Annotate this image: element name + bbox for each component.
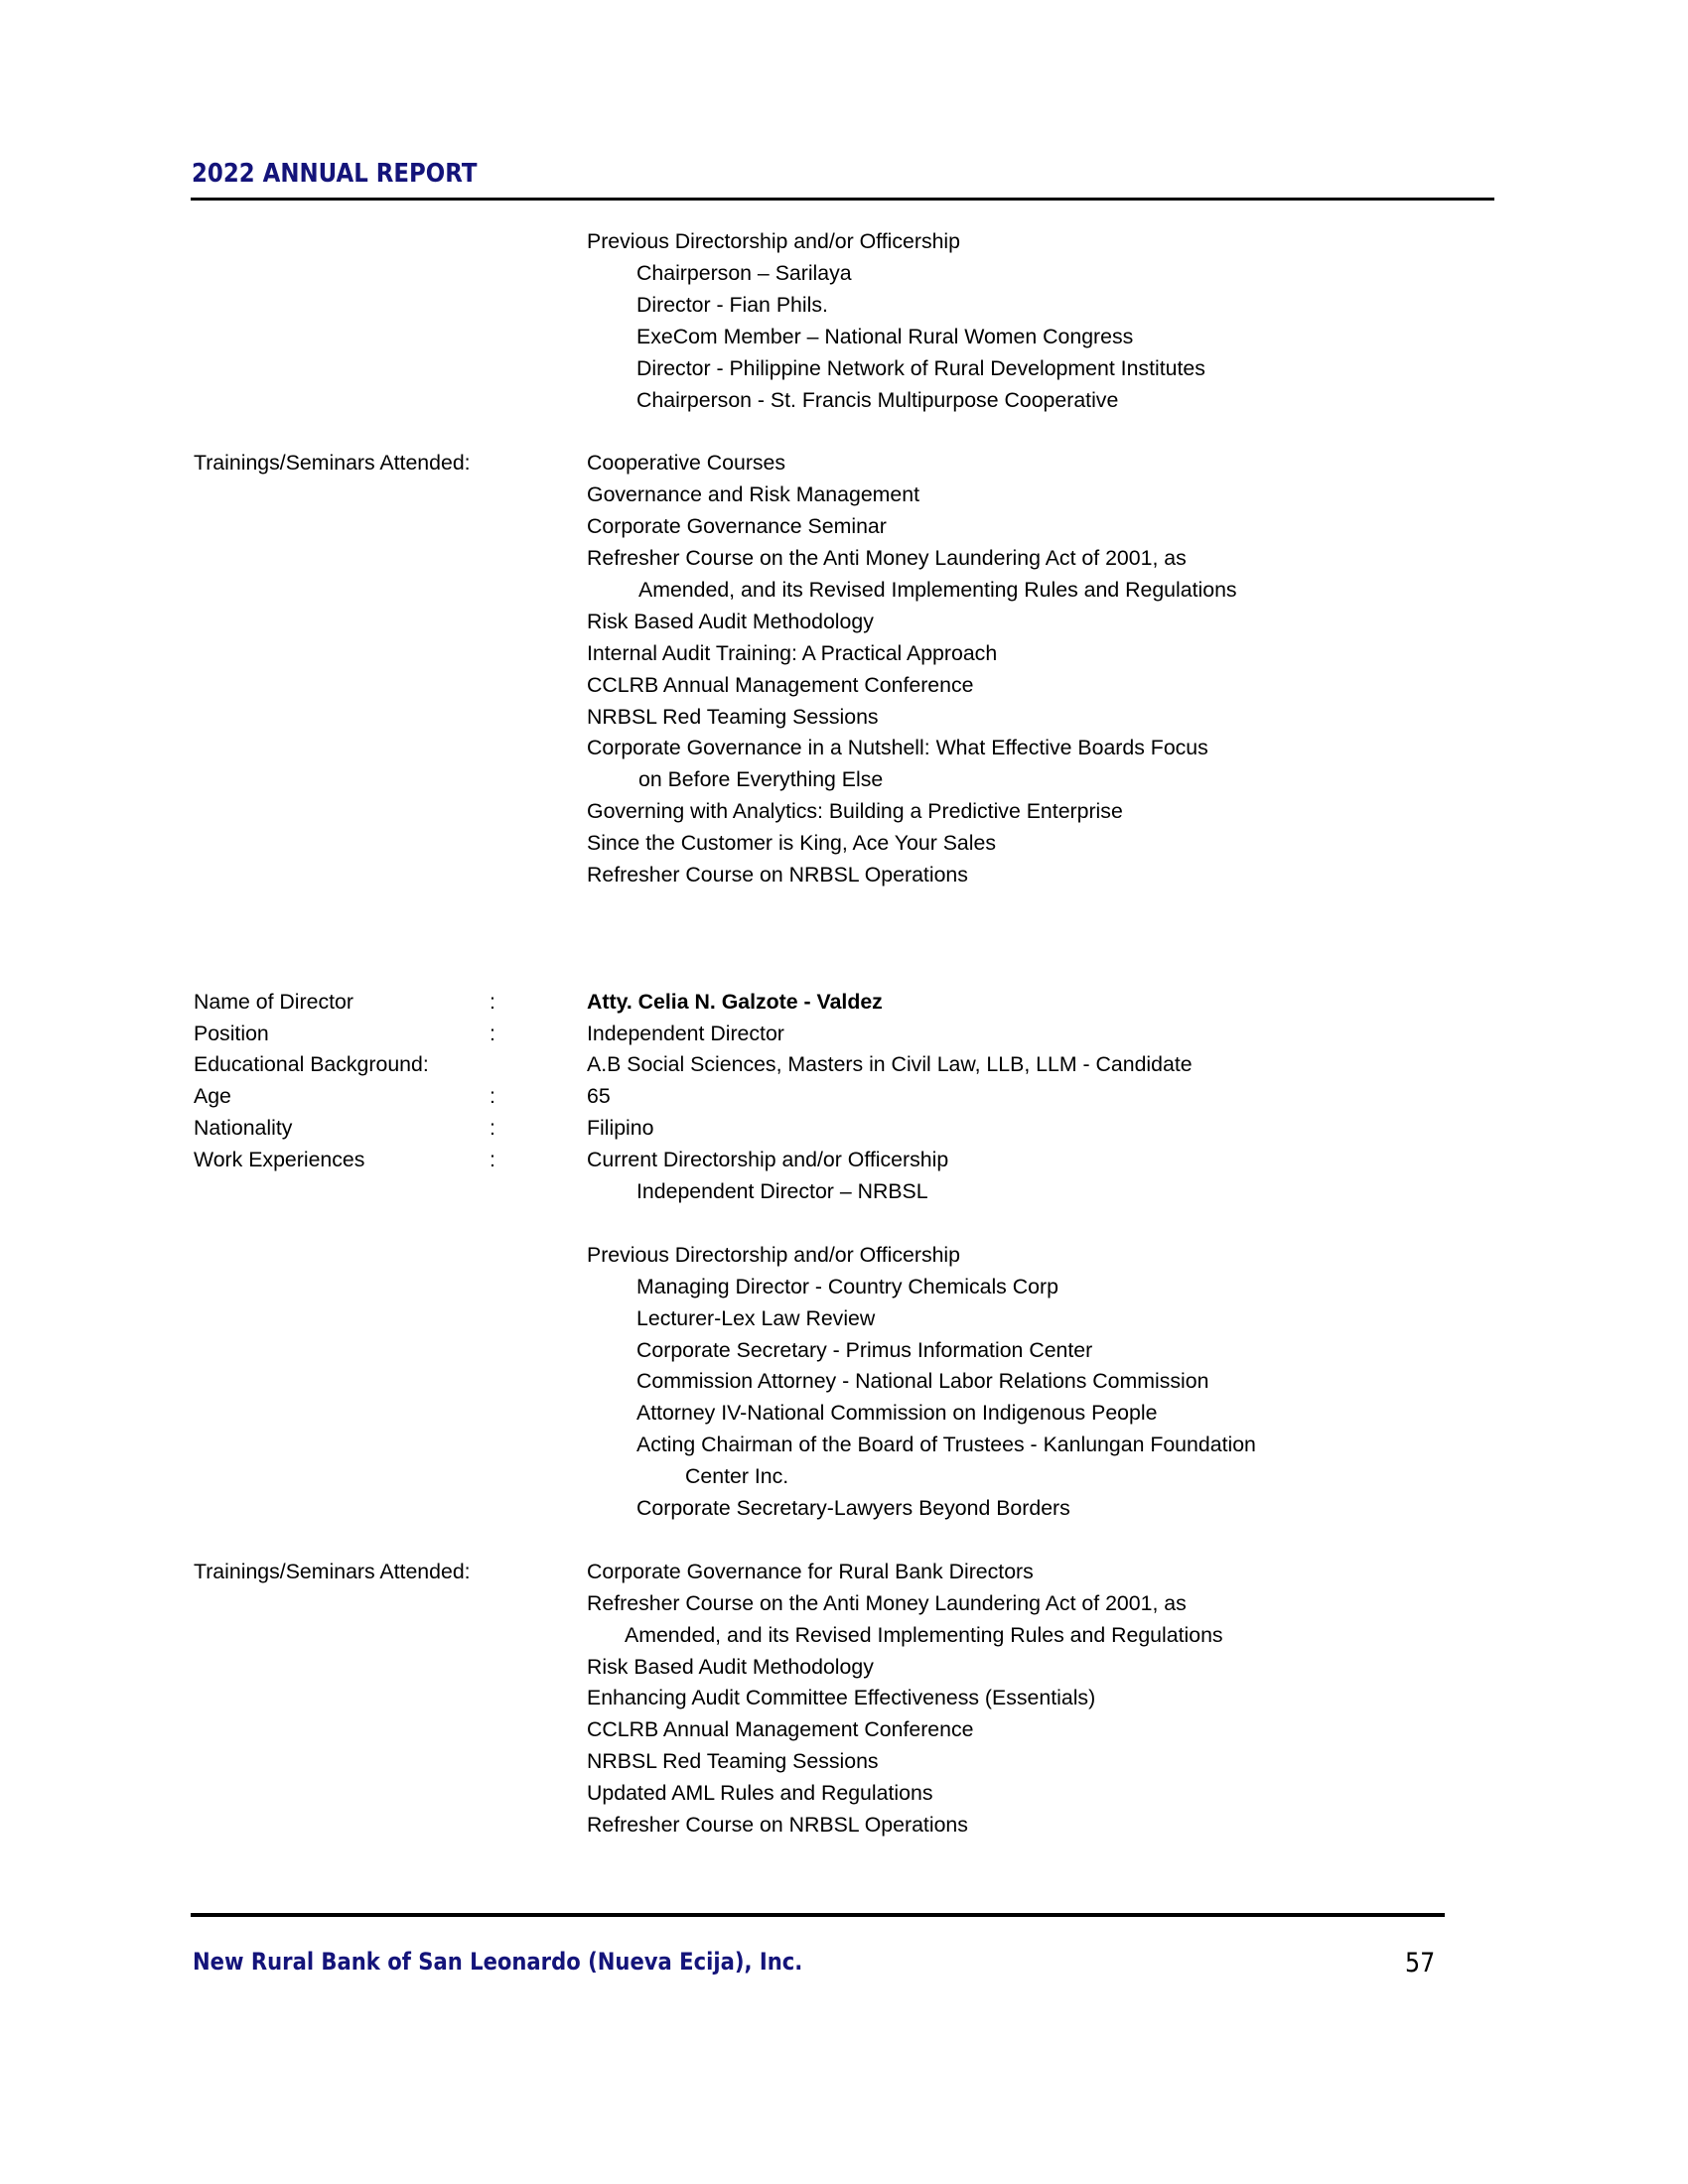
training-item: Refresher Course on NRBSL Operations	[587, 863, 968, 887]
previous-item-continuation: Center Inc.	[685, 1464, 789, 1489]
previous-item: Acting Chairman of the Board of Trustees - Kanlungan Foundation	[636, 1433, 1256, 1457]
label-nationality: Nationality	[194, 1116, 293, 1141]
current-item: Independent Director – NRBSL	[636, 1179, 928, 1203]
trainings-label: Trainings/Seminars Attended:	[194, 451, 471, 476]
label-position: Position	[194, 1021, 269, 1045]
footer-bank-name: New Rural Bank of San Leonardo (Nueva Ecija), Inc.	[193, 1948, 803, 1976]
previous-item: Chairperson – Sarilaya	[636, 260, 852, 285]
training-item: NRBSL Red Teaming Sessions	[587, 704, 879, 729]
previous-heading: Previous Directorship and/or Officership	[587, 229, 961, 253]
previous-item: Director - Fian Phils.	[636, 292, 828, 317]
trainings-label: Trainings/Seminars Attended:	[194, 1559, 471, 1583]
director-age: 65	[587, 1084, 611, 1109]
training-item-continuation: Amended, and its Revised Implementing Rules and Regulations	[625, 1622, 1223, 1647]
training-item: Corporate Governance in a Nutshell: What Effective Boards Focus	[587, 736, 1208, 760]
training-item: Risk Based Audit Methodology	[587, 609, 874, 633]
training-item: CCLRB Annual Management Conference	[587, 672, 974, 697]
previous-item: Attorney IV-National Commission on Indigenous People	[636, 1401, 1158, 1426]
colon: :	[490, 1116, 495, 1141]
training-item: Refresher Course on the Anti Money Laundering Act of 2001, as	[587, 546, 1187, 570]
training-item: CCLRB Annual Management Conference	[587, 1717, 974, 1742]
previous-item: ExeCom Member – National Rural Women Congress	[636, 324, 1134, 348]
previous-item: Commission Attorney - National Labor Relations Commission	[636, 1369, 1209, 1394]
label-work-experiences: Work Experiences	[194, 1148, 365, 1172]
label-name-of-director: Name of Director	[194, 989, 353, 1014]
current-heading: Current Directorship and/or Officership	[587, 1148, 949, 1172]
previous-item: Director - Philippine Network of Rural Development Institutes	[636, 355, 1205, 380]
training-item: Cooperative Courses	[587, 451, 786, 476]
previous-item: Corporate Secretary - Primus Information Center	[636, 1337, 1093, 1362]
training-item: NRBSL Red Teaming Sessions	[587, 1749, 879, 1774]
training-item: Corporate Governance Seminar	[587, 514, 887, 539]
footer-rule	[191, 1913, 1445, 1917]
training-item: Internal Audit Training: A Practical Approach	[587, 640, 998, 665]
training-item: Corporate Governance for Rural Bank Directors	[587, 1559, 1034, 1583]
training-item-continuation: Amended, and its Revised Implementing Rules and Regulations	[638, 577, 1237, 602]
header-rule	[191, 198, 1494, 201]
training-item: Governing with Analytics: Building a Predictive Enterprise	[587, 799, 1123, 824]
training-item: Risk Based Audit Methodology	[587, 1654, 874, 1679]
director-name: Atty. Celia N. Galzote - Valdez	[587, 989, 883, 1014]
previous-item: Managing Director - Country Chemicals Corp	[636, 1274, 1058, 1298]
director-position: Independent Director	[587, 1021, 784, 1045]
previous-heading: Previous Directorship and/or Officership	[587, 1242, 961, 1267]
training-item: Updated AML Rules and Regulations	[587, 1781, 933, 1806]
training-item: Governance and Risk Management	[587, 482, 920, 507]
director-nationality: Filipino	[587, 1116, 654, 1141]
training-item-continuation: on Before Everything Else	[638, 767, 884, 792]
colon: :	[422, 1052, 429, 1077]
training-item: Since the Customer is King, Ace Your Sales	[587, 831, 996, 856]
colon: :	[490, 1021, 495, 1045]
colon: :	[490, 1148, 495, 1172]
label-age: Age	[194, 1084, 231, 1109]
previous-item: Chairperson - St. Francis Multipurpose Cooperative	[636, 387, 1119, 412]
colon: :	[490, 1084, 495, 1109]
training-item: Refresher Course on NRBSL Operations	[587, 1813, 968, 1837]
director-education: A.B Social Sciences, Masters in Civil Law, LLB, LLM - Candidate	[587, 1052, 1193, 1077]
training-item: Refresher Course on the Anti Money Laundering Act of 2001, as	[587, 1590, 1187, 1615]
previous-item: Lecturer-Lex Law Review	[636, 1305, 876, 1330]
label-text: Educational Background	[194, 1052, 423, 1077]
label-educational-background	[194, 1048, 429, 1080]
previous-item: Corporate Secretary-Lawyers Beyond Borders	[636, 1496, 1070, 1520]
page-number: 57	[1405, 1948, 1436, 1979]
training-item: Enhancing Audit Committee Effectiveness (Essentials)	[587, 1686, 1096, 1710]
report-header-title: 2022 ANNUAL REPORT	[192, 159, 478, 189]
colon: :	[490, 989, 495, 1014]
